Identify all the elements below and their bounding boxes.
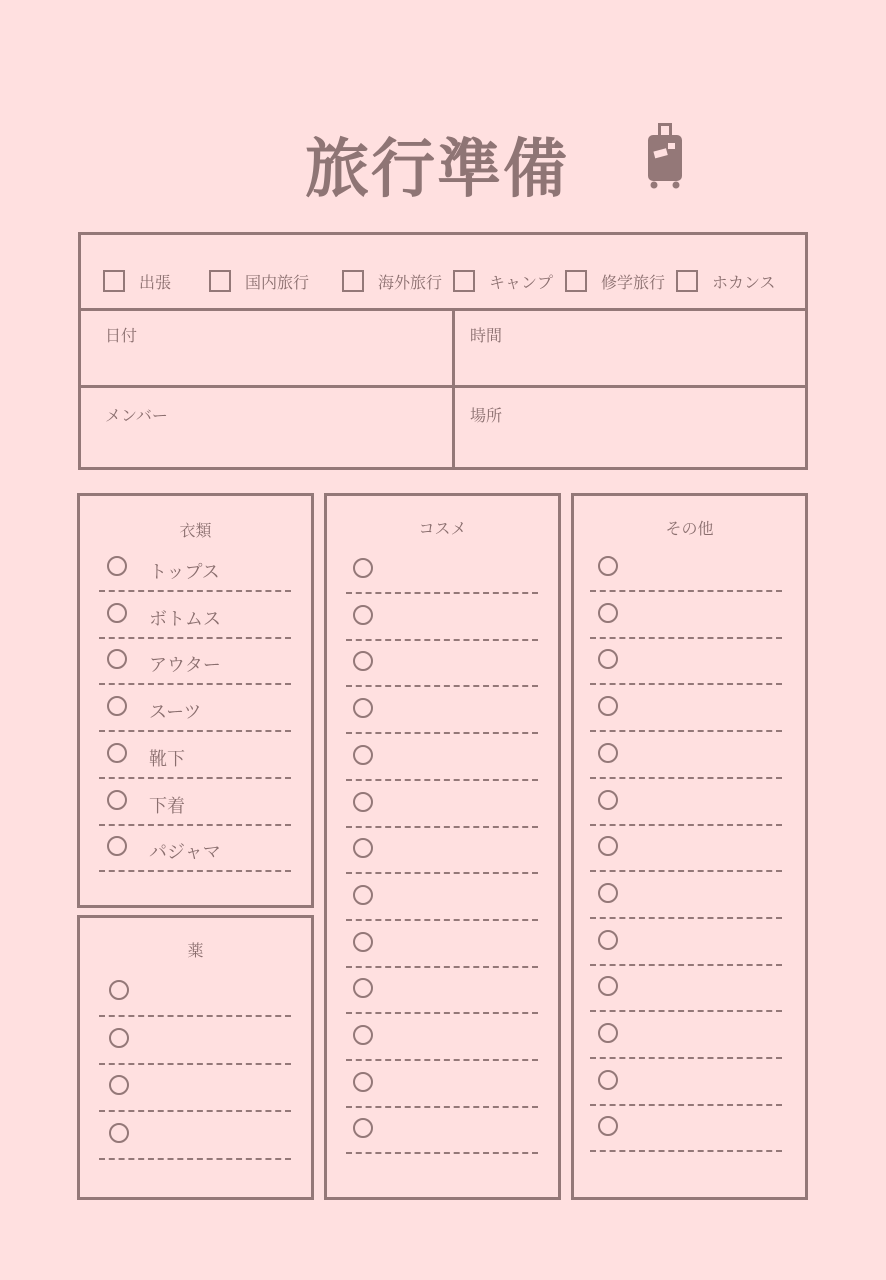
cosmetics-checkbox[interactable] [353, 605, 373, 625]
other-entry-line[interactable] [590, 777, 782, 779]
other-box [571, 493, 808, 1200]
clothes-checkbox[interactable] [107, 649, 127, 669]
medicine-checkbox[interactable] [109, 1028, 129, 1048]
other-entry-line[interactable] [590, 964, 782, 966]
other-entry-line[interactable] [590, 730, 782, 732]
medicine-checkbox[interactable] [109, 1123, 129, 1143]
cosmetics-checkbox[interactable] [353, 978, 373, 998]
clothes-checkbox[interactable] [107, 743, 127, 763]
clothes-entry-line[interactable] [99, 777, 291, 779]
medicine-entry-line[interactable] [99, 1015, 291, 1017]
members-label: メンバー [105, 406, 168, 425]
other-checkbox[interactable] [598, 696, 618, 716]
cosmetics-entry-line[interactable] [346, 639, 538, 641]
trip-type-checkbox[interactable] [453, 270, 475, 292]
clothes-checkbox[interactable] [107, 556, 127, 576]
medicine-title: 薬 [187, 941, 204, 960]
other-checkbox[interactable] [598, 976, 618, 996]
trip-type-option[interactable] [342, 267, 442, 295]
trip-type-option[interactable] [103, 267, 171, 295]
other-checkbox[interactable] [598, 883, 618, 903]
cosmetics-checkbox[interactable] [353, 1072, 373, 1092]
trip-type-checkbox[interactable] [565, 270, 587, 292]
other-checkbox[interactable] [598, 743, 618, 763]
cosmetics-entry-line[interactable] [346, 1059, 538, 1061]
page-title: 旅行準備 [305, 133, 569, 207]
medicine-entry-line[interactable] [99, 1110, 291, 1112]
trip-type-checkbox[interactable] [342, 270, 364, 292]
cosmetics-box [324, 493, 561, 1200]
other-entry-line[interactable] [590, 590, 782, 592]
medicine-box [77, 915, 314, 1200]
place-label: 場所 [470, 406, 503, 425]
trip-type-checkbox[interactable] [209, 270, 231, 292]
clothes-item-label: ボトムス [149, 608, 221, 630]
suitcase-icon [644, 122, 686, 190]
cosmetics-entry-line[interactable] [346, 872, 538, 874]
other-entry-line[interactable] [590, 683, 782, 685]
clothes-checkbox[interactable] [107, 836, 127, 856]
trip-type-checkbox[interactable] [676, 270, 698, 292]
trip-type-option[interactable] [209, 267, 309, 295]
clothes-item-label: スーツ [149, 702, 202, 724]
clothes-item-label: 下着 [149, 795, 185, 817]
trip-type-label: 国内旅行 [245, 272, 310, 292]
trip-type-label: 出張 [139, 272, 172, 292]
other-entry-line[interactable] [590, 1010, 782, 1012]
other-checkbox[interactable] [598, 1116, 618, 1136]
cosmetics-checkbox[interactable] [353, 792, 373, 812]
trip-type-label: ホカンス [712, 272, 776, 292]
other-checkbox[interactable] [598, 649, 618, 669]
other-entry-line[interactable] [590, 870, 782, 872]
other-checkbox[interactable] [598, 930, 618, 950]
other-title: その他 [665, 519, 714, 538]
trip-type-label: 修学旅行 [601, 272, 666, 292]
medicine-entry-line[interactable] [99, 1063, 291, 1065]
divider [81, 385, 805, 388]
cosmetics-checkbox[interactable] [353, 885, 373, 905]
clothes-box [77, 493, 314, 908]
cosmetics-title: コスメ [418, 519, 467, 538]
other-entry-line[interactable] [590, 637, 782, 639]
other-entry-line[interactable] [590, 917, 782, 919]
clothes-item-label: トップス [149, 562, 220, 583]
other-entry-line[interactable] [590, 1057, 782, 1059]
date-label: 日付 [105, 326, 138, 345]
divider [81, 308, 805, 311]
cosmetics-checkbox[interactable] [353, 698, 373, 718]
cosmetics-entry-line[interactable] [346, 1012, 538, 1014]
trip-type-option[interactable] [676, 267, 776, 295]
other-checkbox[interactable] [598, 1070, 618, 1090]
other-checkbox[interactable] [598, 556, 618, 576]
medicine-checkbox[interactable] [109, 1075, 129, 1095]
cosmetics-entry-line[interactable] [346, 1152, 538, 1154]
trip-type-row [103, 267, 805, 295]
cosmetics-checkbox[interactable] [353, 651, 373, 671]
trip-type-option[interactable] [565, 267, 665, 295]
cosmetics-entry-line[interactable] [346, 685, 538, 687]
cosmetics-checkbox[interactable] [353, 838, 373, 858]
clothes-title: 衣類 [179, 521, 212, 540]
clothes-checkbox[interactable] [107, 696, 127, 716]
clothes-entry-line[interactable] [99, 683, 291, 685]
cosmetics-entry-line[interactable] [346, 1106, 538, 1108]
other-entry-line[interactable] [590, 1104, 782, 1106]
other-checkbox[interactable] [598, 603, 618, 623]
cosmetics-entry-line[interactable] [346, 826, 538, 828]
clothes-checkbox[interactable] [107, 603, 127, 623]
time-label: 時間 [470, 326, 503, 345]
other-checkbox[interactable] [598, 790, 618, 810]
clothes-item-label: 靴下 [149, 748, 185, 770]
trip-type-option[interactable] [453, 267, 553, 295]
trip-info-panel [78, 232, 808, 470]
cosmetics-checkbox[interactable] [353, 932, 373, 952]
trip-type-label: キャンプ [489, 272, 554, 292]
medicine-entry-line[interactable] [99, 1158, 291, 1160]
medicine-checkbox[interactable] [109, 980, 129, 1000]
cosmetics-entry-line[interactable] [346, 779, 538, 781]
clothes-entry-line[interactable] [99, 730, 291, 732]
clothes-item-label: アウター [149, 655, 221, 677]
other-entry-line[interactable] [590, 824, 782, 826]
trip-type-label: 海外旅行 [378, 272, 443, 292]
other-entry-line[interactable] [590, 1150, 782, 1152]
cosmetics-checkbox[interactable] [353, 745, 373, 765]
divider [452, 311, 455, 467]
clothes-entry-line[interactable] [99, 637, 291, 639]
trip-type-checkbox[interactable] [103, 270, 125, 292]
cosmetics-checkbox[interactable] [353, 558, 373, 578]
other-checkbox[interactable] [598, 836, 618, 856]
other-checkbox[interactable] [598, 1023, 618, 1043]
cosmetics-entry-line[interactable] [346, 919, 538, 921]
clothes-checkbox[interactable] [107, 790, 127, 810]
cosmetics-checkbox[interactable] [353, 1118, 373, 1138]
clothes-item-label: パジャマ [149, 842, 221, 864]
clothes-entry-line[interactable] [99, 824, 291, 826]
clothes-entry-line[interactable] [99, 590, 291, 592]
cosmetics-checkbox[interactable] [353, 1025, 373, 1045]
cosmetics-entry-line[interactable] [346, 732, 538, 734]
clothes-entry-line[interactable] [99, 870, 291, 872]
cosmetics-entry-line[interactable] [346, 966, 538, 968]
cosmetics-entry-line[interactable] [346, 592, 538, 594]
